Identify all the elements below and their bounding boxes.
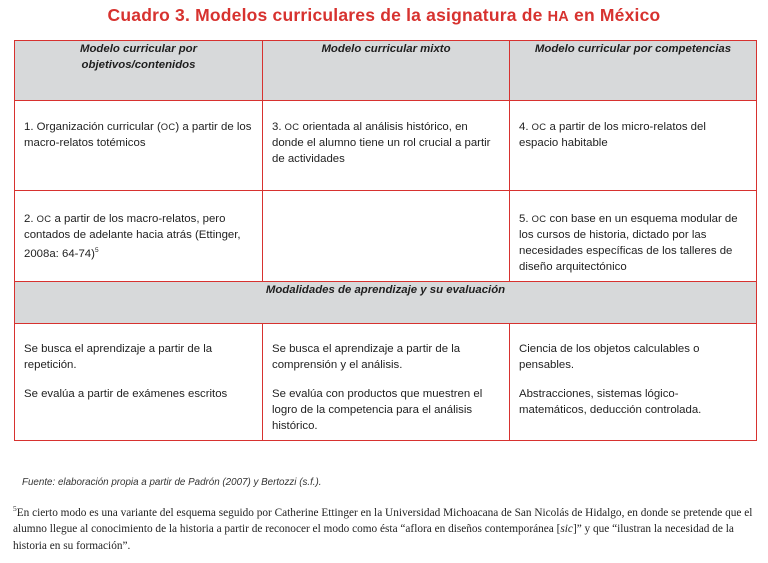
table-cell: Ciencia de los objetos calculables o pensables. Abstracciones, sistemas lógico-matemáticos, deducción controlada. (510, 324, 757, 441)
table-row (15, 101, 757, 191)
table-cell: 1. Organización curricular (OC) a partir de los macro-relatos totémicos (15, 101, 263, 191)
table-cell: 3. OC orientada al análisis histórico, en donde el alumno tiene un rol crucial a partir de actividades (263, 101, 510, 191)
table-cell: 4. OC a partir de los micro-relatos del espacio habitable (510, 101, 757, 191)
header-cell: Modelo curricular por objetivos/contenidos (15, 41, 263, 101)
table-cell: Se busca el aprendizaje a partir de la comprensión y el análisis. Se evalúa con productos que muestren el logro de la competencia para el análisis histórico. (263, 324, 510, 441)
header-cell: Modelo curricular por competencias (510, 41, 757, 101)
table-row (15, 324, 757, 441)
table-header-row (15, 41, 757, 101)
header-cell: Modelo curricular mixto (263, 41, 510, 101)
table-cell-empty (263, 191, 510, 282)
table-cell: Se busca el aprendizaje a partir de la repetición. Se evalúa a partir de exámenes escritos (15, 324, 263, 441)
table-title: Cuadro 3. Modelos curriculares de la asignatura de HA en México (107, 5, 661, 25)
table-cell: 2. OC a partir de los macro-relatos, pero contados de adelante hacia atrás (Ettinger, 2008a: 64-74)$^5$ (15, 191, 263, 282)
footnote: $^5$En cierto modo es una variante del esquema seguido por Catherine Ettinger en la Universidad Michoacana de San Nicolás de Hidalgo, en donde se pretende que el alumno llegue al conocimiento de la historia a partir de reconocer el modo como ésta “aflora en diseños contemporánea [sic]” y que “ilustran la necesidad de la historia en su formación”. (13, 504, 753, 552)
footnote-marker: 5 (94, 247, 99, 254)
subheader-cell: Modalidades de aprendizaje y su evaluación (15, 282, 757, 324)
source-note: Fuente: elaboración propia a partir de Padrón (2007) y Bertozzi (s.f.). (22, 477, 322, 488)
table-row (15, 191, 757, 282)
table-cell: 5. OC con base en un esquema modular de los cursos de historia, dictado por las necesidades específicas de los talleres de diseño arquitectónico (510, 191, 757, 282)
curricular-models-table (14, 40, 757, 441)
table-subheader-row (15, 282, 757, 324)
